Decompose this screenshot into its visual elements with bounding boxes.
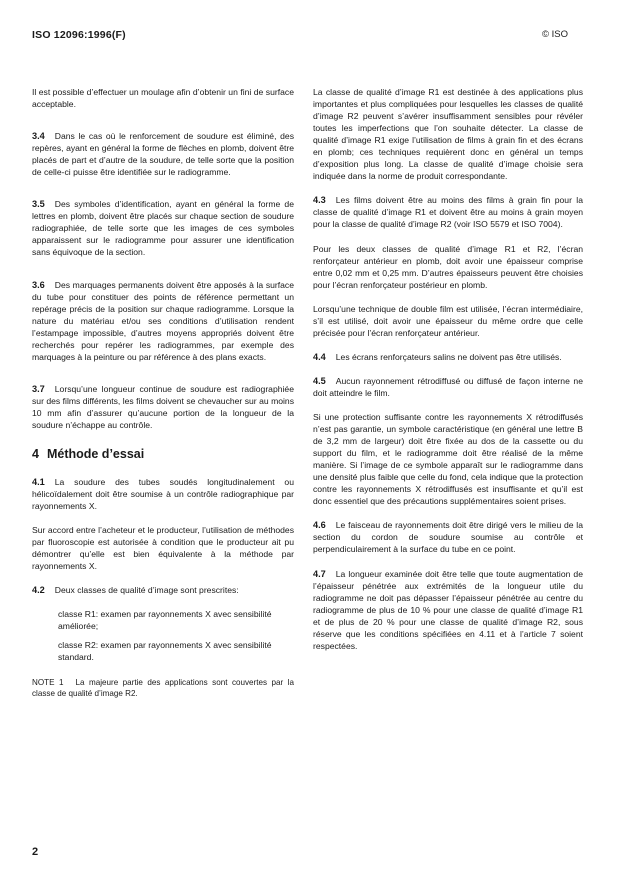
- clause-text: Des symboles d’identification, ayant en général la forme de lettres en plomb, doivent être placés sur chaque section de soudure radiographiée, de telle sorte que les images de ces symboles apparaissent sur le radiogramme pour assurer une identification sans équivoque de la section.: [32, 199, 294, 258]
- clause-number: 3.5: [32, 199, 45, 210]
- clause-text: La soudure des tubes soudés longitudinalement ou hélicoïdalement doit être soumise à un contrôle radiographique par rayonnements X.: [32, 477, 294, 512]
- clause-number: 3.6: [32, 279, 45, 290]
- note-text: La majeure partie des applications sont couvertes par la classe de qualité d’image R2.: [32, 677, 294, 698]
- left-column: [32, 86, 294, 699]
- clause-4-7: [313, 568, 583, 652]
- section-title: Méthode d’essai: [46, 447, 145, 462]
- clause-text: Lorsqu’une longueur continue de soudure est radiographiée sur des films différents, les films doivent se chevaucher sur au moins 10 mm afin d’assurer qu’aucune portion de la longueur de la soudure n’échappe au contrôle.: [32, 383, 294, 430]
- clause-number: 4.6: [313, 520, 326, 531]
- screen-paragraph: Pour les deux classes de qualité d’image R1 et R2, l’écran renforçateur antérieur en plomb, doit avoir une épaisseur comprise entre 0,02 mm et 0,25 mm. D’autres épaisseurs peuvent être choisies pour l’écran renforçateur postérieur en plomb.: [313, 243, 583, 290]
- copyright-mark: © ISO: [541, 29, 568, 40]
- page-number: 2: [32, 846, 39, 858]
- clause-4-5: [313, 375, 583, 399]
- right-column: [313, 86, 583, 664]
- clause-4-3: [313, 194, 583, 230]
- clause-text: Aucun rayonnement rétrodiffusé ou diffusé de façon interne ne doit atteindre le film.: [313, 375, 583, 398]
- class-r1-paragraph: La classe de qualité d’image R1 est destinée à des applications plus importantes et plus compliquées pour lesquelles les classes de qualité d’image R2 peuvent s’avérer insuffisamment sensibles pour révéler toutes les imperfections que l’on souhaite détecter. La classe de qualité d’image R1 exige l’utilisation de films à grain fin et des écrans en plomb; ces techniques requièrent donc en général un temps d’exposition plus long. La classe de qualité d’image choisie sera indiquée dans la norme de produit correspondante.: [313, 87, 583, 182]
- clause-4-4: [313, 351, 583, 363]
- clause-number: 4.5: [313, 375, 326, 386]
- clause-number: 3.4: [32, 131, 45, 142]
- clause-4-6: [313, 519, 583, 555]
- clause-number: 4.2: [32, 585, 45, 596]
- clause-text: Deux classes de qualité d’image sont prescrites:: [54, 585, 239, 596]
- clause-text: La longueur examinée doit être telle que toute augmentation de l’épaisseur pénétrée aux extrémités de la longueur utile du radiogramme ne doit pas dépasser l’épaisseur pénétrée au centre du radiogramme de plus de 10 % pour une classe de qualité d’image R1 et de plus de 20 % pour une classe de qualité d’image R2, sous réserve que les conditions spécifiées en 4.11 et à l’article 7 soient respectées.: [313, 568, 583, 651]
- clause-text: Les écrans renforçateurs salins ne doivent pas être utilisés.: [335, 351, 562, 362]
- clause-3-4: [32, 130, 294, 178]
- clause-3-6: [32, 279, 294, 363]
- clause-4-1: [32, 476, 294, 512]
- agreement-paragraph: Sur accord entre l’acheteur et le producteur, l’utilisation de méthodes par fluoroscopie est autorisée à condition que le producteur ait pu démontrer qu’elle est bien équivalente à la méthode par rayonnements X.: [32, 525, 294, 572]
- intro-paragraph: Il est possible d’effectuer un moulage afin d’obtenir un fini de surface acceptable.: [32, 87, 294, 110]
- clause-number: 4.4: [313, 351, 326, 362]
- clause-number: 4.7: [313, 568, 326, 579]
- clause-number: 3.7: [32, 383, 45, 394]
- section-number: 4: [32, 447, 39, 462]
- list-item: classe R2: examen par rayonnements X avec sensibilité standard.: [58, 639, 272, 662]
- clause-number: 4.1: [32, 477, 45, 488]
- document-header-id: ISO 12096:1996(F): [32, 29, 126, 41]
- section-heading: [32, 447, 294, 462]
- clause-4-2: [32, 584, 294, 596]
- note-1: [32, 677, 294, 699]
- clause-3-7: [32, 383, 294, 431]
- clause-text: Les films doivent être au moins des films à grain fin pour la classe de qualité d’image R1 et doivent être au moins à grain moyen pour la classe de qualité d’image R2 (voir ISO 5579 et ISO 7004).: [313, 195, 583, 230]
- double-film-paragraph: Lorsqu’une technique de double film est utilisée, l’écran intermédiaire, s’il est utilisé, doit avoir une épaisseur du même ordre que celle précisée pour l’écran renforçateur antérieur.: [313, 303, 583, 338]
- protection-paragraph: Si une protection suffisante contre les rayonnements X rétrodiffusés n’est pas garantie, un symbole caractéristique (en général une lettre B de 3,2 mm de largeur) doit être fixée au dos de la cassette ou du support du film, et le radiogramme doit être réalisé de la même manière. Si l’image de ce symbole apparaît sur le radiogramme dans une densité plus faible que celle du fond, cela indique que la protection contre les rayonnements X rétrodiffusés est insuffisante et qu’il est donc essentiel que des précautions supplémentaires soient prises.: [313, 411, 583, 507]
- clause-3-5: [32, 198, 294, 258]
- clause-text: Des marquages permanents doivent être apposés à la surface du tube pour constituer des points de référence permettant un repérage précis de la position sur chaque radiogramme. Lorsque la nature du matériau et/ou ses conditions d’utilisation rendent l’estampage impossible, d’autres moyens appropriés doivent être recherchés pour repérer les radiogrammes, par exemple des marquages à la peinture ou par référence à des plans exacts.: [32, 279, 294, 362]
- list-item: classe R1: examen par rayonnements X avec sensibilité améliorée;: [58, 609, 272, 632]
- clause-text: Dans le cas où le renforcement de soudure est éliminé, des repères, ayant en général la forme de flèches en plomb, doivent être placés de part et d’autre de la soudure, de telle sorte que la position de celle-ci puisse être identifiée sur le radiogramme.: [32, 131, 294, 178]
- note-label: NOTE 1: [32, 677, 64, 687]
- clause-text: Le faisceau de rayonnements doit être dirigé vers le milieu de la section du cordon de soudure soumise au contrôle et perpendiculairement à la surface du tube en ce point.: [313, 520, 583, 555]
- clause-number: 4.3: [313, 195, 326, 206]
